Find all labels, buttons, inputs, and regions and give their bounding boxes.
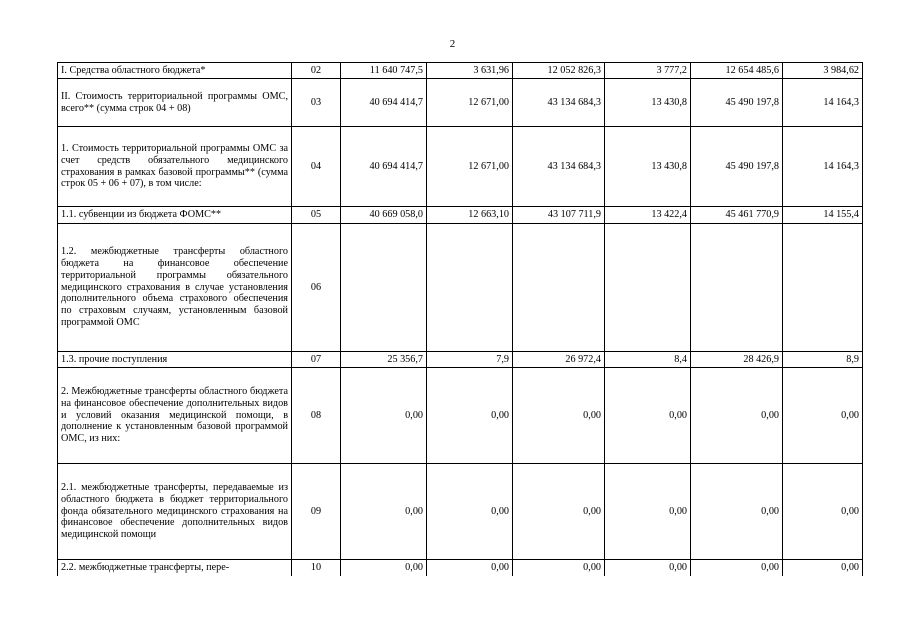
row-code: 07 (292, 352, 341, 368)
table-row (58, 224, 863, 352)
table-row (58, 127, 863, 207)
row-name: 1. Стоимость территориальной программы ОМС за счет средств обязательного медицинского страхования в рамках базовой программы** (сумма строк 05 + 06 + 07), в том числе: (58, 127, 292, 207)
value-cell: 12 654 485,6 (691, 63, 783, 79)
value-cell: 0,00 (513, 560, 605, 576)
table-row (58, 207, 863, 224)
value-cell: 40 694 414,7 (341, 127, 427, 207)
value-cell: 0,00 (427, 368, 513, 464)
value-cell: 11 640 747,5 (341, 63, 427, 79)
value-cell (783, 224, 863, 352)
value-cell: 0,00 (513, 464, 605, 560)
value-cell: 8,4 (605, 352, 691, 368)
value-cell: 3 631,96 (427, 63, 513, 79)
value-cell: 12 671,00 (427, 79, 513, 127)
value-cell: 14 155,4 (783, 207, 863, 224)
value-cell: 13 430,8 (605, 127, 691, 207)
value-cell (513, 224, 605, 352)
value-cell: 43 107 711,9 (513, 207, 605, 224)
budget-table-body (58, 63, 863, 576)
value-cell: 0,00 (427, 560, 513, 576)
value-cell: 0,00 (513, 368, 605, 464)
value-cell: 0,00 (341, 368, 427, 464)
value-cell: 45 490 197,8 (691, 127, 783, 207)
row-name: II. Стоимость территориальной программы ОМС, всего** (сумма строк 04 + 08) (58, 79, 292, 127)
value-cell: 14 164,3 (783, 127, 863, 207)
row-name: I. Средства областного бюджета* (58, 63, 292, 79)
value-cell: 12 671,00 (427, 127, 513, 207)
row-code: 03 (292, 79, 341, 127)
value-cell: 0,00 (605, 464, 691, 560)
row-code: 08 (292, 368, 341, 464)
table-row (58, 79, 863, 127)
row-code: 04 (292, 127, 341, 207)
value-cell: 43 134 684,3 (513, 127, 605, 207)
table-row (58, 352, 863, 368)
value-cell: 0,00 (691, 560, 783, 576)
value-cell: 14 164,3 (783, 79, 863, 127)
row-code: 10 (292, 560, 341, 576)
row-name: 2.1. межбюджетные трансферты, передаваемые из областного бюджета в бюджет территориального фонда обязательного медицинского страхования на финансовое обеспечение дополнительных видов медицинской помощи (58, 464, 292, 560)
table-row (58, 560, 863, 576)
value-cell: 45 461 770,9 (691, 207, 783, 224)
table-row (58, 464, 863, 560)
row-name: 1.2. межбюджетные трансферты областного бюджета на финансовое обеспечение территориальной программы обязательного медицинского страхования в случае установления дополнительного объема страхового обеспечения по страховым случаям, установленным базовой программой ОМС (58, 224, 292, 352)
value-cell (341, 224, 427, 352)
value-cell: 0,00 (783, 368, 863, 464)
row-name: 1.3. прочие поступления (58, 352, 292, 368)
value-cell: 40 669 058,0 (341, 207, 427, 224)
row-name: 2. Межбюджетные трансферты областного бюджета на финансовое обеспечение дополнительных видов и условий оказания медицинской помощи, в дополнение к установленным базовой программой ОМС, из них: (58, 368, 292, 464)
row-name: 2.2. межбюджетные трансферты, пере- (58, 560, 292, 576)
value-cell: 28 426,9 (691, 352, 783, 368)
value-cell: 13 430,8 (605, 79, 691, 127)
value-cell: 8,9 (783, 352, 863, 368)
row-code: 09 (292, 464, 341, 560)
value-cell (605, 224, 691, 352)
value-cell: 0,00 (783, 464, 863, 560)
value-cell: 0,00 (427, 464, 513, 560)
row-name: 1.1. субвенции из бюджета ФОМС** (58, 207, 292, 224)
value-cell: 0,00 (605, 368, 691, 464)
value-cell: 12 052 826,3 (513, 63, 605, 79)
value-cell (427, 224, 513, 352)
value-cell: 40 694 414,7 (341, 79, 427, 127)
value-cell: 0,00 (605, 560, 691, 576)
table-row (58, 63, 863, 79)
budget-table (57, 62, 863, 576)
value-cell: 7,9 (427, 352, 513, 368)
value-cell: 45 490 197,8 (691, 79, 783, 127)
value-cell: 0,00 (783, 560, 863, 576)
table-row (58, 368, 863, 464)
value-cell: 43 134 684,3 (513, 79, 605, 127)
value-cell: 13 422,4 (605, 207, 691, 224)
value-cell: 25 356,7 (341, 352, 427, 368)
row-code: 05 (292, 207, 341, 224)
value-cell: 12 663,10 (427, 207, 513, 224)
page-number: 2 (449, 38, 456, 50)
value-cell (691, 224, 783, 352)
value-cell: 26 972,4 (513, 352, 605, 368)
value-cell: 0,00 (691, 368, 783, 464)
row-code: 02 (292, 63, 341, 79)
value-cell: 0,00 (341, 560, 427, 576)
value-cell: 3 777,2 (605, 63, 691, 79)
value-cell: 3 984,62 (783, 63, 863, 79)
value-cell: 0,00 (341, 464, 427, 560)
value-cell: 0,00 (691, 464, 783, 560)
row-code: 06 (292, 224, 341, 352)
